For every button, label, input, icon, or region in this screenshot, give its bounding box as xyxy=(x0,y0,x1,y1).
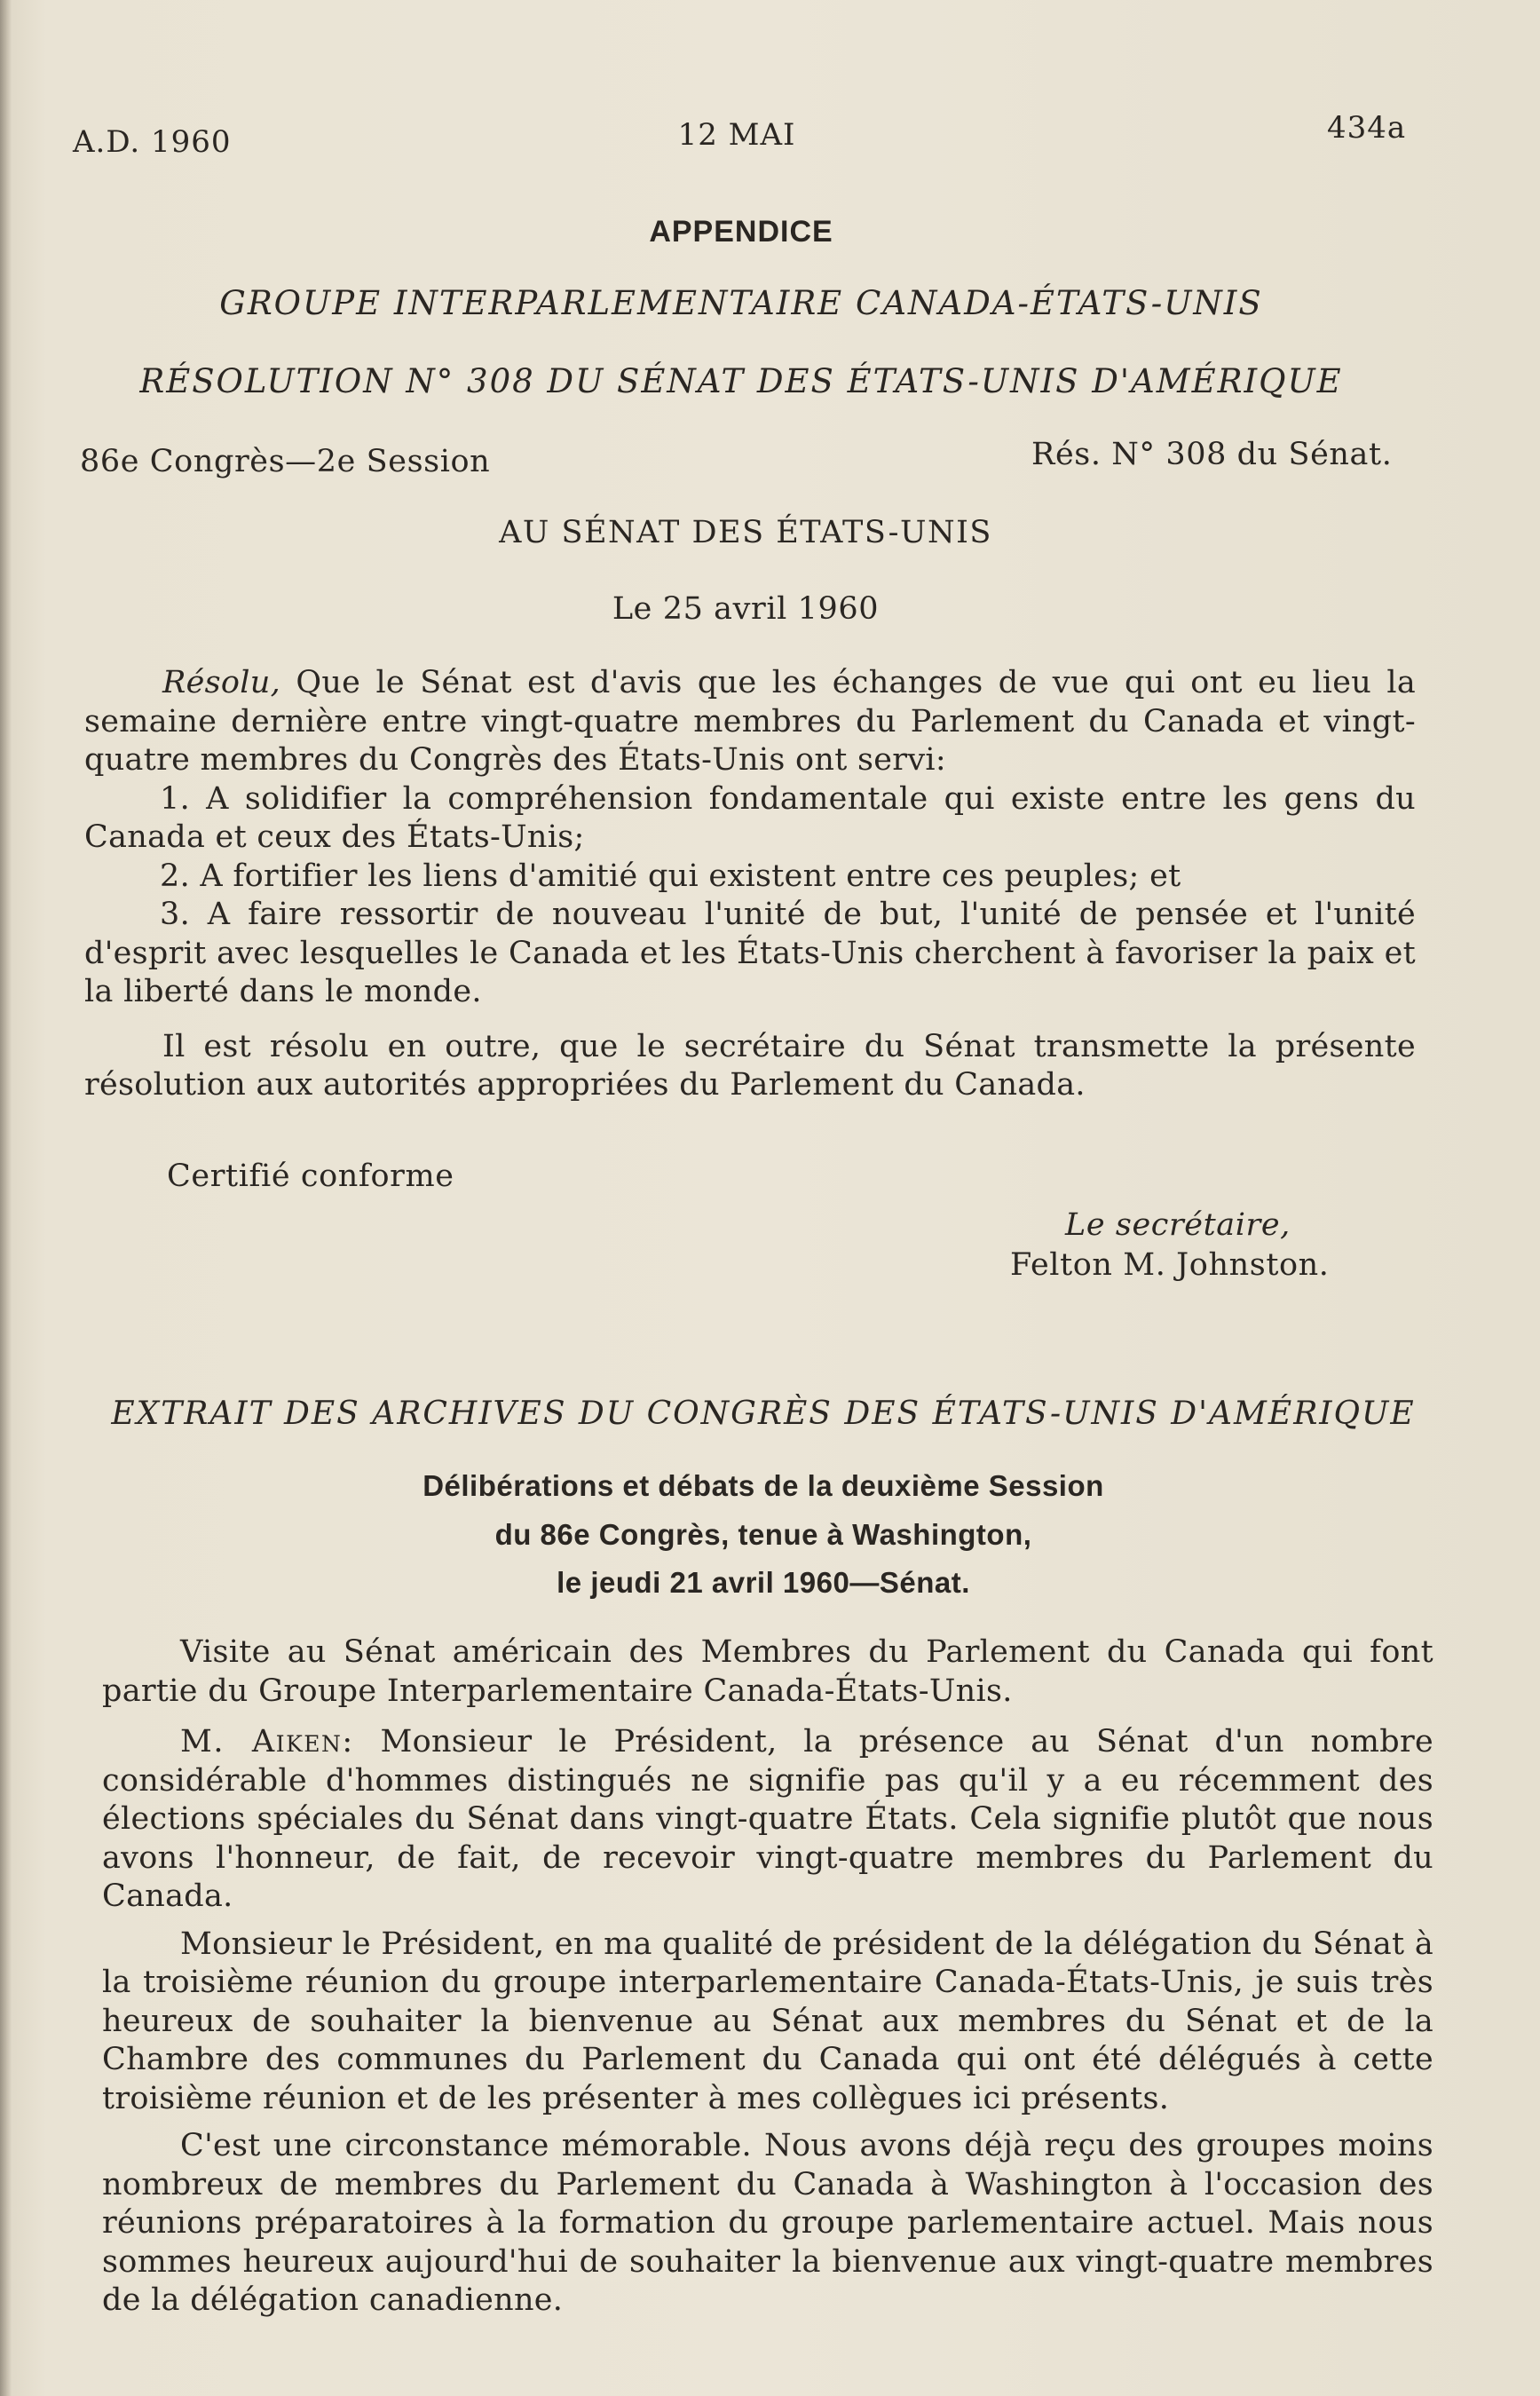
header-page-number: 434a xyxy=(1327,110,1407,146)
extract-body xyxy=(102,1633,1433,2321)
group-title: GROUPE INTERPARLEMENTAIRE CANADA-ÉTATS-UNIS xyxy=(219,284,1263,322)
resolution-item-3: 3. A faire ressortir de nouveau l'unité de but, l'unité de pensée et l'unité d'esprit avec lesquelles le Canada et les États-Unis cherchent à favoriser la paix et la liberté dans le monde. xyxy=(84,897,1416,1009)
aiken-paragraph-3: C'est une circonstance mémorable. Nous avons déjà reçu des groupes moins nombreux de membres du Parlement du Canada à Washington à l'occasion des réunions préparatoires à la formation du groupe parlementaire actuel. Mais nous sommes heureux aujourd'hui de souhaiter la bienvenue aux vingt-quatre membres de la délégation canadienne. xyxy=(102,2128,1433,2318)
resolution-body xyxy=(84,664,1416,1105)
extract-subtitle-2: du 86e Congrès, tenue à Washington, xyxy=(494,1518,1032,1551)
resolution-item-1: 1. A solidifier la compréhension fondamentale qui existe entre les gens du Canada et ceux des États-Unis; xyxy=(84,780,1416,855)
speaker-name: M. Aiken: xyxy=(180,1724,354,1759)
congress-session: 86e Congrès—2e Session xyxy=(80,444,491,479)
certified-statement: Certifié conforme xyxy=(167,1158,454,1194)
resolved-paragraph xyxy=(84,664,1416,780)
signature-title: Le secrétaire, xyxy=(1065,1207,1291,1243)
extract-title: EXTRAIT DES ARCHIVES DU CONGRÈS DES ÉTATS-UNIS D'AMÉRIQUE xyxy=(111,1396,1416,1432)
date-line: Le 25 avril 1960 xyxy=(612,591,880,627)
aiken-paragraph-2: Monsieur le Président, en ma qualité de président de la délégation du Sénat à la troisième réunion du groupe interparlementaire Canada-États-Unis, je suis très heureux de souhaiter la bienvenue au Sénat aux membres du Sénat et de la Chambre des communes du Parlement du Canada qui ont été délégués à cette troisième réunion et de les présenter à mes collègues ici présents. xyxy=(102,1925,1433,2116)
aiken-paragraph-1-text: Monsieur le Président, la présence au Sénat d'un nombre considérable d'hommes distingués ne signifie pas qu'il y a eu récemment des élections spéciales du Sénat dans vingt-quatre États. Cela signifie plutôt que nous avons l'honneur, de fait, de recevoir vingt-quatre membres du Parlement du Canada. xyxy=(102,1724,1433,1914)
extract-subtitle-1: Délibérations et débats de la deuxième Session xyxy=(423,1469,1104,1502)
resolution-reference: Rés. N° 308 du Sénat. xyxy=(1031,437,1393,472)
visit-intro-paragraph: Visite au Sénat américain des Membres du Parlement du Canada qui font partie du Groupe Interparlementaire Canada-États-Unis. xyxy=(102,1634,1433,1709)
signature-name: Felton M. Johnston. xyxy=(1010,1247,1330,1283)
header-year: A.D. 1960 xyxy=(73,124,232,160)
resolved-text: Que le Sénat est d'avis que les échanges de vue qui ont eu lieu la semaine dernière entre vingt-quatre membres du Parlement du Canada et vingt-quatre membres du Congrès des États-Unis ont servi: xyxy=(84,665,1416,778)
header-date: 12 MAI xyxy=(677,117,796,153)
resolved-word: Résolu, xyxy=(162,665,281,700)
extract-subtitle-3: le jeudi 21 avril 1960—Sénat. xyxy=(557,1566,970,1599)
further-resolved-paragraph: Il est résolu en outre, que le secrétaire du Sénat transmette la présente résolution aux autorités appropriées du Parlement du Canada. xyxy=(84,1028,1416,1103)
resolution-title: RÉSOLUTION N° 308 DU SÉNAT DES ÉTATS-UNIS D'AMÉRIQUE xyxy=(139,362,1343,400)
resolution-item-2: 2. A fortifier les liens d'amitié qui existent entre ces peuples; et xyxy=(160,858,1181,894)
appendix-label: APPENDICE xyxy=(649,215,833,249)
page-spine-shadow xyxy=(0,0,12,2396)
aiken-paragraph-1 xyxy=(102,1723,1433,1917)
addressed-to: AU SÉNAT DES ÉTATS-UNIS xyxy=(499,515,992,550)
